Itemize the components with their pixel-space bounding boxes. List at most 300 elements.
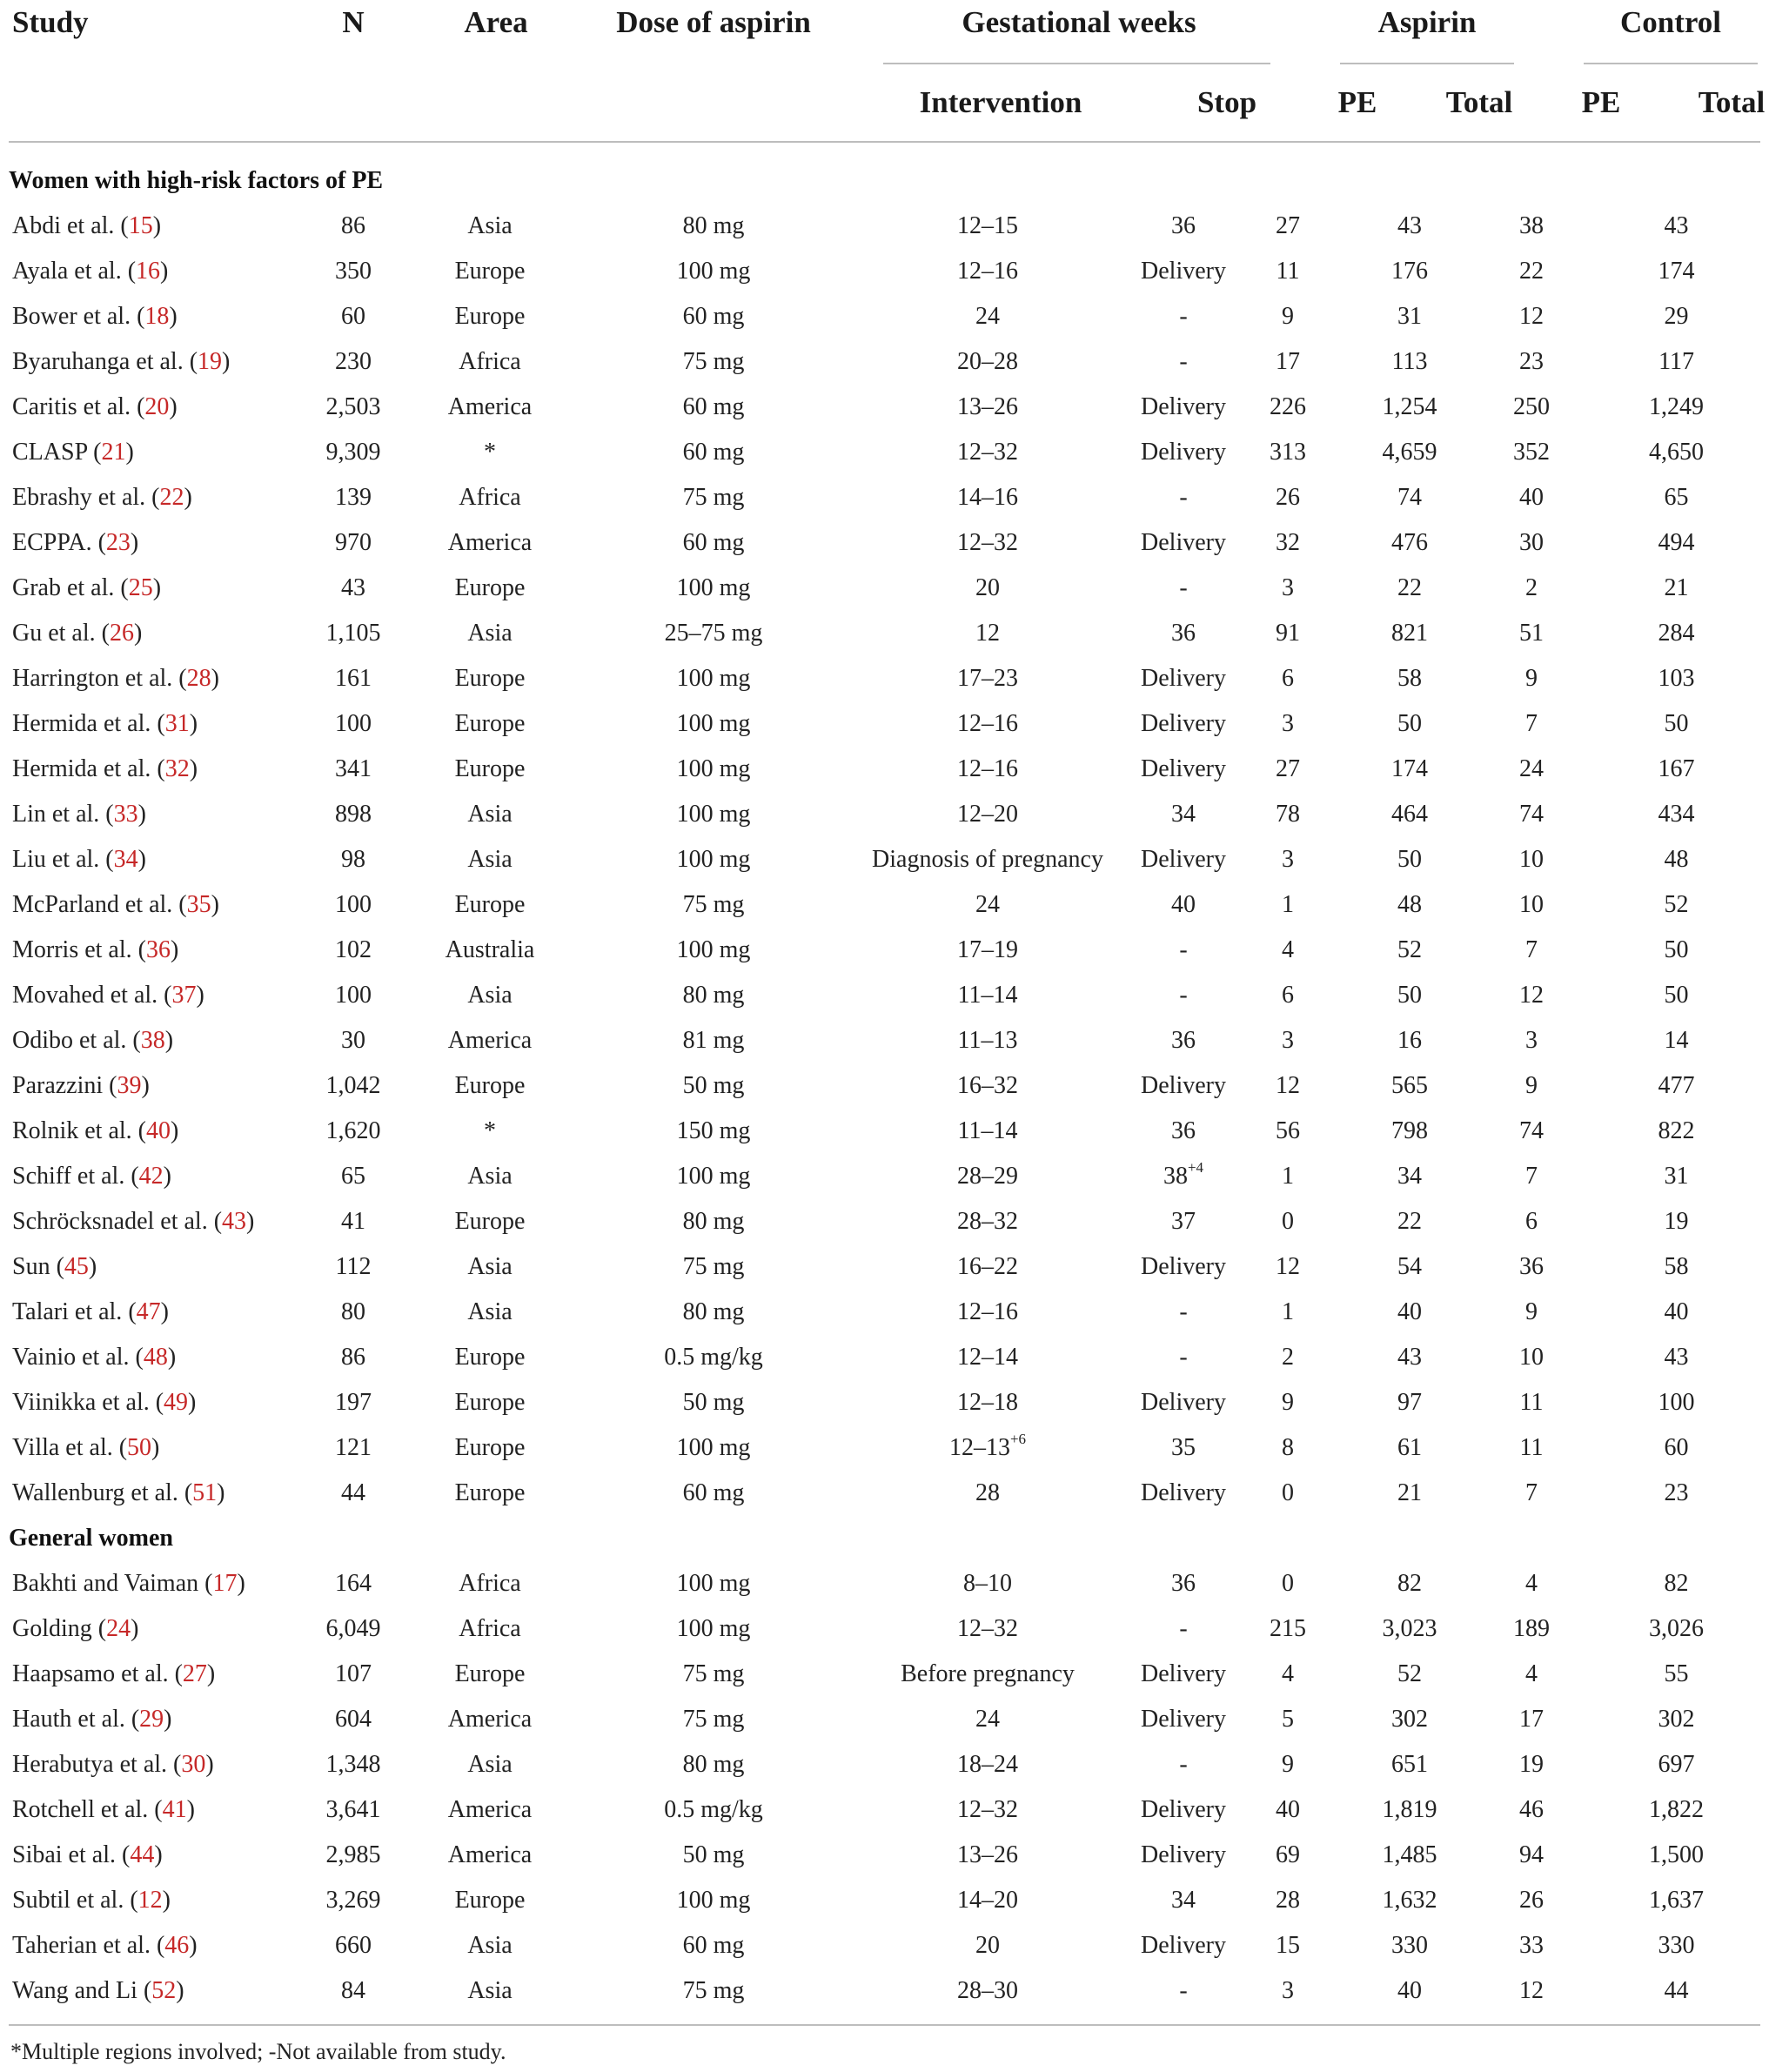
cell-n [310,1244,397,1290]
cell-n-value: 9,309 [325,439,381,466]
reference-link[interactable]: 42 [138,1163,164,1190]
reference-link[interactable]: 12 [137,1887,163,1914]
reference-link[interactable]: 41 [162,1796,187,1823]
cell-intervention [844,1063,1131,1109]
cell-area-value: America [447,1841,533,1868]
cell-aspirin-total-value: 43 [1397,1344,1422,1371]
cell-intervention-value: 12–16 [957,710,1018,737]
cell-n [310,1471,397,1516]
cell-stop [1131,837,1236,882]
cell-dose [583,1787,844,1833]
cell-study: Golding (24) [12,1615,139,1642]
reference-link[interactable]: 39 [117,1072,142,1099]
cell-control-total-value: 14 [1664,1027,1689,1054]
header-stop: Stop [1196,85,1257,119]
cell-stop-value: 36 [1171,1117,1196,1144]
cell-control-pe-value: 4 [1525,1570,1538,1597]
cell-study: Wang and Li (52) [12,1977,184,2004]
header-control: Control [1619,5,1722,39]
reference-link[interactable]: 26 [109,620,134,647]
cell-control-pe-value: 46 [1519,1796,1544,1823]
aspirin-rule [1340,63,1514,64]
cell-aspirin-total-value: 97 [1397,1389,1422,1416]
cell-dose [583,339,844,385]
cell-area-value: Europe [454,1479,526,1506]
cell-control-total-value: 117 [1658,348,1695,375]
cell-intervention [844,1335,1131,1380]
cell-dose-value: 50 mg [682,1389,745,1416]
table-row [0,520,1769,566]
study-name: McParland et al. [12,891,173,918]
cell-control-total [1584,1380,1769,1425]
cell-dose [583,1652,844,1697]
cell-dose-value: 80 mg [682,212,745,239]
table-row [0,385,1769,430]
cell-n-value: 230 [335,348,372,375]
cell-n-value: 86 [341,212,365,239]
cell-area [397,1742,583,1787]
header-intervention: Intervention [919,85,1082,119]
cell-aspirin-pe [1236,656,1340,701]
cell-dose [583,520,844,566]
cell-intervention-value: 12–18 [957,1389,1018,1416]
cell-control-total [1584,1606,1769,1652]
cell-stop-value: - [1179,484,1188,511]
cell-stop [1131,430,1236,475]
cell-aspirin-total-value: 50 [1397,846,1422,873]
cell-dose-value: 100 mg [676,1163,751,1190]
cell-control-total [1584,1968,1769,2014]
cell-control-total [1584,339,1769,385]
cell-control-pe-value: 11 [1519,1434,1544,1461]
cell-intervention [844,701,1131,747]
cell-aspirin-total-value: 40 [1397,1977,1422,2004]
reference-link[interactable]: 40 [145,1117,171,1144]
study-name: Ayala et al. [12,258,122,285]
cell-stop-value: 36 [1171,1027,1196,1054]
cell-control-total [1584,1199,1769,1244]
reference-link[interactable]: 31 [164,710,190,737]
reference-link[interactable]: 24 [106,1615,131,1642]
reference-link[interactable]: 27 [182,1660,207,1687]
cell-dose-value: 100 mg [676,1887,751,1914]
study-name: Villa et al. [12,1434,113,1461]
cell-n-value: 341 [335,755,372,782]
cell-area [397,1335,583,1380]
study-name: Sun [12,1253,50,1280]
cell-intervention [844,837,1131,882]
cell-dose [583,1018,844,1063]
reference-link[interactable]: 38 [140,1027,165,1054]
reference-link[interactable]: 22 [159,484,184,511]
cell-n-value: 970 [335,529,372,556]
cell-study: Hermida et al. (31) [12,710,198,737]
reference-link[interactable]: 34 [113,846,138,873]
cell-n [310,611,397,656]
cell-aspirin-pe [1236,1063,1340,1109]
reference-link[interactable]: 47 [136,1298,161,1325]
table-row [0,1923,1769,1968]
cell-aspirin-pe [1236,1787,1340,1833]
study-name: Movahed et al. [12,982,158,1009]
cell-aspirin-pe-value: 0 [1282,1208,1294,1235]
cell-control-pe [1479,566,1584,611]
cell-n [310,1154,397,1199]
cell-stop [1131,204,1236,249]
cell-stop [1131,1968,1236,2014]
cell-dose [583,973,844,1018]
cell-control-total [1584,520,1769,566]
cell-intervention-value: 28–29 [957,1163,1018,1190]
cell-area [397,1109,583,1154]
study-name: CLASP [12,439,88,466]
reference-link[interactable]: 37 [171,982,197,1009]
reference-link[interactable]: 23 [105,529,131,556]
cell-intervention [844,1878,1131,1923]
cell-control-pe [1479,656,1584,701]
cell-study: Schröcksnadel et al. (43) [12,1208,255,1235]
cell-n-value: 3,269 [325,1887,381,1914]
study-name: Parazzini [12,1072,104,1099]
cell-control-total-value: 302 [1658,1706,1695,1733]
cell-stop [1131,611,1236,656]
cell-control-pe-value: 74 [1519,1117,1544,1144]
cell-stop-value: 34 [1171,1887,1196,1914]
study-name: Rolnik et al. [12,1117,132,1144]
cell-stop [1131,928,1236,973]
header-n: N [342,5,365,39]
study-name: Sibai et al. [12,1841,116,1868]
cell-aspirin-total-value: 113 [1391,348,1428,375]
study-name: Hauth et al. [12,1706,125,1733]
section-title: General women [9,1525,173,1552]
cell-control-total [1584,385,1769,430]
table-row [0,475,1769,520]
cell-aspirin-pe-value: 9 [1282,303,1294,330]
cell-stop-value: Delivery [1141,1660,1226,1687]
cell-area-value: * [484,1117,496,1144]
cell-intervention-value: 20–28 [957,348,1018,375]
cell-intervention [844,1923,1131,1968]
cell-aspirin-pe-value: 4 [1282,1660,1294,1687]
cell-area [397,249,583,294]
cell-intervention [844,249,1131,294]
cell-aspirin-total [1340,837,1479,882]
cell-stop-value: Delivery [1141,1932,1226,1959]
cell-area [397,1787,583,1833]
cell-control-pe-value: 10 [1519,846,1544,873]
table-row [0,1425,1769,1471]
cell-aspirin-pe-value: 3 [1282,1977,1294,2004]
cell-stop-value: - [1179,982,1188,1009]
cell-n-value: 98 [341,846,365,873]
cell-dose [583,1109,844,1154]
study-name: Hermida et al. [12,710,151,737]
cell-intervention-value: 18–24 [957,1751,1018,1778]
cell-control-total-value: 4,650 [1649,439,1705,466]
reference-link[interactable]: 18 [144,303,170,330]
header-gestational-weeks: Gestational weeks [962,5,1196,39]
reference-link[interactable]: 28 [186,665,211,692]
cell-dose [583,566,844,611]
cell-control-total [1584,294,1769,339]
cell-control-total [1584,1833,1769,1878]
cell-dose [583,1380,844,1425]
cell-aspirin-total [1340,1968,1479,2014]
cell-aspirin-pe-value: 78 [1276,801,1300,828]
cell-n-value: 898 [335,801,372,828]
cell-control-pe-value: 24 [1519,755,1544,782]
cell-aspirin-total [1340,1787,1479,1833]
cell-control-total-value: 50 [1664,710,1689,737]
cell-aspirin-total [1340,1335,1479,1380]
cell-control-pe [1479,1063,1584,1109]
cell-study: Talari et al. (47) [12,1298,169,1325]
reference-link[interactable]: 35 [186,891,211,918]
cell-stop [1131,1652,1236,1697]
cell-intervention [844,1244,1131,1290]
cell-control-total-value: 434 [1658,801,1695,828]
cell-intervention [844,1561,1131,1606]
cell-stop-value: Delivery [1141,439,1226,466]
gestational-weeks-rule [883,63,1270,64]
reference-link[interactable]: 48 [143,1344,168,1371]
cell-area [397,1063,583,1109]
cell-control-total-value: 44 [1664,1977,1689,2004]
cell-aspirin-pe [1236,928,1340,973]
cell-aspirin-total-value: 22 [1397,574,1422,601]
reference-link[interactable]: 49 [164,1389,189,1416]
study-name: Morris et al. [12,936,132,963]
cell-stop-value: - [1179,1344,1188,1371]
study-name: Ebrashy et al. [12,484,146,511]
reference-link[interactable]: 17 [212,1570,238,1597]
cell-aspirin-total [1340,1652,1479,1697]
cell-control-pe-value: 7 [1525,1163,1538,1190]
cell-control-pe-value: 12 [1519,1977,1544,2004]
cell-n-value: 604 [335,1706,372,1733]
table-row [0,882,1769,928]
cell-dose-value: 60 mg [682,1479,745,1506]
reference-link[interactable]: 25 [128,574,153,601]
cell-aspirin-pe [1236,1471,1340,1516]
cell-aspirin-pe-value: 6 [1282,982,1294,1009]
cell-stop-value: 35 [1171,1434,1196,1461]
cell-n-value: 139 [335,484,372,511]
cell-control-total-value: 60 [1664,1434,1689,1461]
cell-aspirin-pe [1236,294,1340,339]
cell-area-value: * [484,439,496,466]
cell-dose [583,1561,844,1606]
cell-n [310,475,397,520]
cell-area-value: Europe [454,1208,526,1235]
cell-intervention [844,294,1131,339]
cell-dose [583,1697,844,1742]
cell-control-total-value: 103 [1658,665,1695,692]
control-rule [1584,63,1758,64]
table-row [0,339,1769,385]
cell-control-total-value: 55 [1664,1660,1689,1687]
reference-link[interactable]: 46 [164,1932,190,1959]
cell-n [310,1380,397,1425]
study-name: Harrington et al. [12,665,173,692]
cell-control-pe-value: 3 [1525,1027,1538,1054]
cell-n [310,928,397,973]
cell-n [310,385,397,430]
reference-link[interactable]: 19 [198,348,223,375]
reference-link[interactable]: 45 [64,1253,89,1280]
cell-control-total [1584,1561,1769,1606]
cell-study: Grab et al. (25) [12,574,162,601]
cell-area-value: Europe [454,710,526,737]
reference-link[interactable]: 50 [127,1434,152,1461]
cell-aspirin-pe-value: 15 [1276,1932,1300,1959]
cell-control-total [1584,928,1769,973]
cell-dose [583,1244,844,1290]
reference-link[interactable]: 51 [192,1479,218,1506]
cell-stop-value: Delivery [1141,1796,1226,1823]
cell-study: Hermida et al. (32) [12,755,198,782]
cell-area-value: Europe [454,1434,526,1461]
cell-aspirin-pe [1236,1018,1340,1063]
cell-intervention [844,204,1131,249]
study-name: Talari et al. [12,1298,123,1325]
reference-link[interactable]: 52 [151,1977,177,2004]
cell-aspirin-total-value: 1,485 [1382,1841,1437,1868]
cell-n-value: 100 [335,710,372,737]
reference-link[interactable]: 29 [139,1706,164,1733]
reference-link[interactable]: 30 [181,1751,206,1778]
cell-control-pe [1479,1335,1584,1380]
cell-aspirin-total-value: 565 [1391,1072,1428,1099]
cell-stop-value: 34 [1171,801,1196,828]
cell-stop-value: - [1179,1751,1188,1778]
cell-aspirin-total-value: 58 [1397,665,1422,692]
cell-area-value: Asia [467,1298,513,1325]
cell-area-value: America [447,1796,533,1823]
reference-link[interactable]: 15 [128,212,153,239]
cell-stop [1131,882,1236,928]
cell-stop [1131,1244,1236,1290]
cell-aspirin-pe [1236,566,1340,611]
header-bottom-rule [9,141,1760,143]
cell-study: Taherian et al. (46) [12,1932,198,1959]
cell-area-value: America [447,1706,533,1733]
cell-area [397,430,583,475]
cell-aspirin-pe-value: 5 [1282,1706,1294,1733]
study-name: Bower et al. [12,303,131,330]
cell-stop [1131,701,1236,747]
study-name: Taherian et al. [12,1932,151,1959]
cell-area [397,1154,583,1199]
cell-aspirin-total [1340,1199,1479,1244]
cell-dose [583,611,844,656]
cell-aspirin-total [1340,1244,1479,1290]
cell-control-total-value: 31 [1664,1163,1689,1190]
cell-control-total-value: 477 [1658,1072,1695,1099]
cell-n-value: 660 [335,1932,372,1959]
cell-aspirin-pe [1236,1109,1340,1154]
cell-control-total-value: 48 [1664,846,1689,873]
cell-control-total-value: 43 [1664,1344,1689,1371]
cell-aspirin-total [1340,385,1479,430]
cell-control-total [1584,1335,1769,1380]
cell-aspirin-pe-value: 91 [1276,620,1300,647]
cell-dose-value: 50 mg [682,1072,745,1099]
table-row [0,1244,1769,1290]
cell-intervention-value: 14–20 [957,1887,1018,1914]
cell-intervention [844,339,1131,385]
reference-link[interactable]: 20 [144,393,170,420]
reference-link[interactable]: 16 [136,258,161,285]
cell-intervention-value: Before pregnancy [901,1660,1075,1687]
cell-dose-value: 0.5 mg/kg [664,1344,763,1371]
cell-n [310,1968,397,2014]
cell-aspirin-total-value: 74 [1397,484,1422,511]
cell-stop [1131,1154,1236,1199]
cell-control-total-value: 100 [1658,1389,1695,1416]
cell-control-pe [1479,1425,1584,1471]
cell-dose [583,385,844,430]
cell-dose-value: 80 mg [682,982,745,1009]
study-name: Vainio et al. [12,1344,130,1371]
cell-aspirin-pe-value: 1 [1282,1298,1294,1325]
cell-aspirin-pe-value: 1 [1282,891,1294,918]
cell-control-total-value: 1,500 [1649,1841,1705,1868]
cell-intervention-value: 13–26 [957,1841,1018,1868]
cell-study: Bakhti and Vaiman (17) [12,1570,245,1597]
cell-dose-value: 75 mg [682,348,745,375]
cell-aspirin-pe [1236,204,1340,249]
cell-dose-value: 60 mg [682,303,745,330]
cell-aspirin-pe-value: 12 [1276,1072,1300,1099]
cell-control-total [1584,1425,1769,1471]
reference-link[interactable]: 32 [164,755,190,782]
cell-stop [1131,1606,1236,1652]
table-row [0,1380,1769,1425]
cell-intervention [844,1968,1131,2014]
cell-dose-value: 75 mg [682,891,745,918]
cell-aspirin-total [1340,339,1479,385]
cell-control-total-value: 40 [1664,1298,1689,1325]
cell-area [397,475,583,520]
reference-link[interactable]: 33 [113,801,138,828]
reference-link[interactable]: 36 [145,936,171,963]
reference-link[interactable]: 44 [130,1841,155,1868]
cell-intervention-value: 17–19 [957,936,1018,963]
cell-dose-value: 80 mg [682,1298,745,1325]
table-row [0,1154,1769,1199]
reference-link[interactable]: 21 [101,439,126,466]
table-row [0,1878,1769,1923]
table-row [0,1652,1769,1697]
cell-area-value: America [447,529,533,556]
cell-dose [583,837,844,882]
cell-intervention [844,1199,1131,1244]
cell-area [397,1561,583,1606]
cell-intervention-value: 12–32 [957,1615,1018,1642]
reference-link[interactable]: 43 [222,1208,247,1235]
cell-aspirin-total-value: 3,023 [1382,1615,1437,1642]
cell-area [397,882,583,928]
cell-control-total [1584,249,1769,294]
cell-aspirin-total-value: 31 [1397,303,1422,330]
cell-dose [583,1199,844,1244]
cell-control-pe [1479,339,1584,385]
cell-n-value: 1,042 [325,1072,381,1099]
table-row [0,249,1769,294]
cell-stop-value: Delivery [1141,1841,1226,1868]
